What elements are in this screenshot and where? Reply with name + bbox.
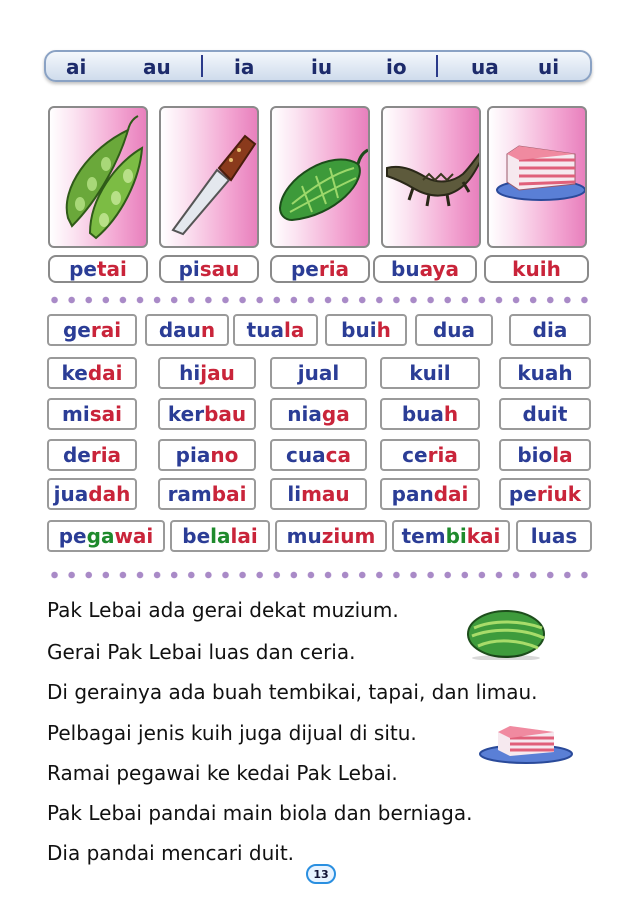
syllable-highlight: aya: [419, 257, 459, 281]
syllable: dua: [432, 318, 476, 342]
word-card: [270, 478, 367, 510]
word-card: [47, 314, 137, 346]
syllable: ga: [86, 524, 115, 548]
picture-card-petai: [48, 106, 148, 248]
syllable: ga: [321, 402, 350, 426]
syllable: pi: [178, 257, 200, 281]
syllable: no: [210, 443, 239, 467]
syllable: pan: [391, 482, 434, 506]
word-card: [270, 398, 367, 430]
syllable: pe: [508, 482, 537, 506]
syllable: tem: [401, 524, 446, 548]
picture-card-buaya: [381, 106, 481, 248]
picture-label: [484, 255, 589, 283]
vowel-pair: ua: [471, 55, 499, 79]
vowel-pair-bar: [44, 50, 592, 82]
word-card: [47, 439, 137, 471]
syllable: be: [182, 524, 211, 548]
word-card: [47, 398, 137, 430]
sentence: Ramai pegawai ke kedai Pak Lebai.: [47, 761, 398, 785]
syllable: riuk: [536, 482, 582, 506]
syllable: ria: [427, 443, 458, 467]
crocodile-icon: [383, 108, 481, 248]
word-card: [270, 357, 367, 389]
word-card: [499, 478, 591, 510]
word-card: [380, 439, 480, 471]
syllable: wai: [114, 524, 154, 548]
vowel-pair: ia: [234, 55, 255, 79]
syllable: mau: [301, 482, 350, 506]
word-card: [145, 314, 229, 346]
syllable: ge: [62, 318, 91, 342]
syllable: bu: [391, 257, 420, 281]
syllable: bui: [341, 318, 377, 342]
syllable: ke: [61, 361, 88, 385]
sentence: Pak Lebai pandai main biola dan berniaga.: [47, 801, 473, 825]
picture-label: [270, 255, 370, 283]
watermelon-icon: [466, 598, 548, 660]
syllable: n: [200, 318, 216, 342]
syllable: rai: [90, 318, 122, 342]
syllable: dau: [158, 318, 201, 342]
syllable: ram: [167, 482, 212, 506]
word-card: [499, 398, 591, 430]
vowel-pair: ui: [538, 55, 560, 79]
syllable: tua: [246, 318, 284, 342]
word-card: [499, 439, 591, 471]
sentence: Pak Lebai ada gerai dekat muzium.: [47, 598, 399, 622]
syllable: ker: [167, 402, 205, 426]
syllable: bi: [445, 524, 467, 548]
syllable: h: [376, 318, 391, 342]
syllable-highlight: sau: [199, 257, 240, 281]
syllable: la: [210, 524, 231, 548]
picture-label: [48, 255, 148, 283]
syllable: la: [283, 318, 305, 342]
word-card: [380, 357, 480, 389]
syllable: pia: [175, 443, 211, 467]
layer-cake-icon: [476, 722, 576, 768]
syllable: de: [62, 443, 91, 467]
syllable: mu: [286, 524, 322, 548]
vowel-pair: iu: [311, 55, 333, 79]
picture-label: [373, 255, 477, 283]
vowel-pair: io: [386, 55, 407, 79]
syllable: nia: [287, 402, 322, 426]
sentence: Gerai Pak Lebai luas dan ceria.: [47, 640, 356, 664]
syllable: pe: [290, 257, 319, 281]
picture-card-peria: [270, 106, 370, 248]
word-card: [233, 314, 318, 346]
word-card: [499, 357, 591, 389]
sentence: Di gerainya ada buah tembikai, tapai, dan limau.: [47, 680, 538, 704]
divider: [201, 55, 203, 77]
page-number: 13: [306, 864, 336, 884]
syllable: dia: [532, 318, 568, 342]
syllable: bua: [401, 402, 444, 426]
syllable: ce: [402, 443, 428, 467]
word-card: [47, 357, 137, 389]
syllable: pe: [58, 524, 87, 548]
syllable: h: [443, 402, 459, 426]
divider: [436, 55, 438, 77]
word-card: [392, 520, 510, 552]
word-card: [325, 314, 407, 346]
word-card: [415, 314, 493, 346]
syllable: lai: [230, 524, 258, 548]
word-card: [47, 478, 137, 510]
syllable: zium: [321, 524, 376, 548]
word-card: [158, 398, 256, 430]
word-card: [275, 520, 387, 552]
word-card: [158, 357, 256, 389]
picture-card-pisau: [159, 106, 259, 248]
syllable: kuah: [517, 361, 573, 385]
syllable: ca: [325, 443, 351, 467]
picture-label: [159, 255, 259, 283]
word-card: [270, 439, 367, 471]
syllable: mi: [62, 402, 90, 426]
syllable: jual: [297, 361, 340, 385]
syllable: dai: [433, 482, 469, 506]
word-card: [380, 398, 480, 430]
syllable: duit: [522, 402, 568, 426]
sentence: Dia pandai mencari duit.: [47, 841, 295, 865]
bean-pod-icon: [50, 108, 148, 248]
dotted-divider: [46, 295, 594, 305]
syllable-highlight: kuih: [512, 257, 561, 281]
syllable: cua: [286, 443, 326, 467]
syllable-highlight: tai: [96, 257, 127, 281]
vowel-pair: ai: [66, 55, 87, 79]
syllable: pe: [69, 257, 97, 281]
word-card: [509, 314, 591, 346]
syllable: kai: [466, 524, 501, 548]
word-card: [516, 520, 592, 552]
syllable: bai: [211, 482, 247, 506]
bitter-gourd-icon: [272, 108, 370, 248]
dotted-divider: [46, 570, 594, 580]
word-card: [158, 439, 256, 471]
word-card: [47, 520, 165, 552]
picture-card-kuih: [487, 106, 587, 248]
sentence: Pelbagai jenis kuih juga dijual di situ.: [47, 721, 417, 745]
syllable: dai: [87, 361, 123, 385]
syllable: kuil: [409, 361, 451, 385]
word-card: [170, 520, 270, 552]
layer-cake-icon: [489, 108, 587, 248]
word-card: [380, 478, 480, 510]
syllable: ria: [90, 443, 122, 467]
syllable: bio: [517, 443, 553, 467]
syllable: jau: [200, 361, 235, 385]
syllable-highlight: ria: [318, 257, 350, 281]
syllable: jua: [53, 482, 89, 506]
syllable: bau: [204, 402, 247, 426]
word-card: [158, 478, 256, 510]
syllable: sai: [89, 402, 122, 426]
syllable: li: [287, 482, 302, 506]
knife-icon: [161, 108, 259, 248]
syllable: luas: [530, 524, 578, 548]
syllable: la: [552, 443, 573, 467]
syllable: hi: [179, 361, 201, 385]
syllable: dah: [88, 482, 131, 506]
vowel-pair: au: [143, 55, 171, 79]
